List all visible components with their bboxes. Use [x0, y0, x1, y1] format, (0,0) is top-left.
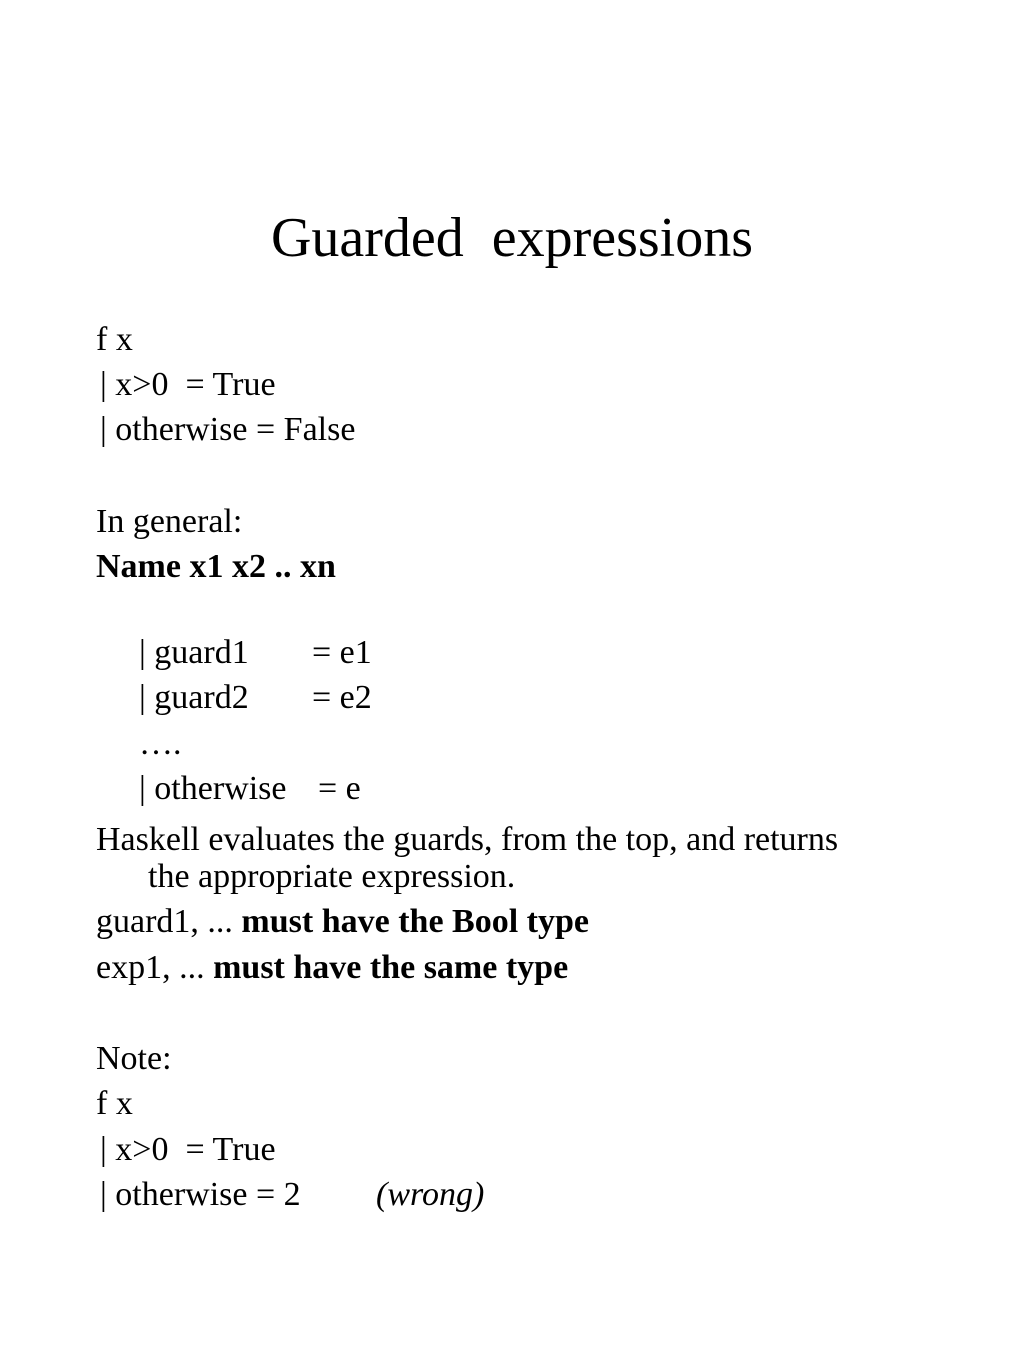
general-row-2-expr: = e2	[312, 679, 372, 716]
general-row-1-guard: | guard1	[139, 634, 249, 671]
explanation-line2: the appropriate expression.	[148, 858, 516, 895]
general-signature: Name x1 x2 .. xn	[96, 548, 336, 585]
example1-head: f x	[96, 321, 133, 358]
note-guard2-code: | otherwise = 2	[100, 1176, 301, 1213]
exp-type-rule-prefix: exp1, ...	[96, 949, 214, 986]
general-row-3-ellipsis: ….	[139, 725, 182, 762]
general-label: In general:	[96, 503, 243, 540]
general-row-4	[122, 729, 361, 809]
note-head: f x	[96, 1085, 133, 1122]
exp-type-rule	[96, 948, 568, 988]
example1-guard1: | x>0 = True	[100, 366, 276, 403]
general-row-4-guard: | otherwise	[139, 770, 287, 807]
guard-type-rule	[96, 902, 589, 942]
example1-guard2: | otherwise = False	[100, 411, 356, 448]
slide-title: Guarded expressions	[270, 207, 754, 269]
general-row-4-expr: = e	[318, 770, 361, 807]
guard-type-rule-emphasis: must have the Bool type	[241, 903, 589, 940]
guard-type-rule-prefix: guard1, ...	[96, 903, 242, 940]
note-guard2	[100, 1175, 485, 1215]
note-label: Note:	[96, 1040, 172, 1077]
explanation-line1: Haskell evaluates the guards, from the top, and returns	[96, 821, 839, 858]
general-row-2-guard: | guard2	[139, 679, 249, 716]
note-guard1: | x>0 = True	[100, 1131, 276, 1168]
note-wrong-annotation: (wrong)	[376, 1176, 485, 1213]
general-row-1-expr: = e1	[312, 634, 372, 671]
exp-type-rule-emphasis: must have the same type	[213, 949, 569, 986]
